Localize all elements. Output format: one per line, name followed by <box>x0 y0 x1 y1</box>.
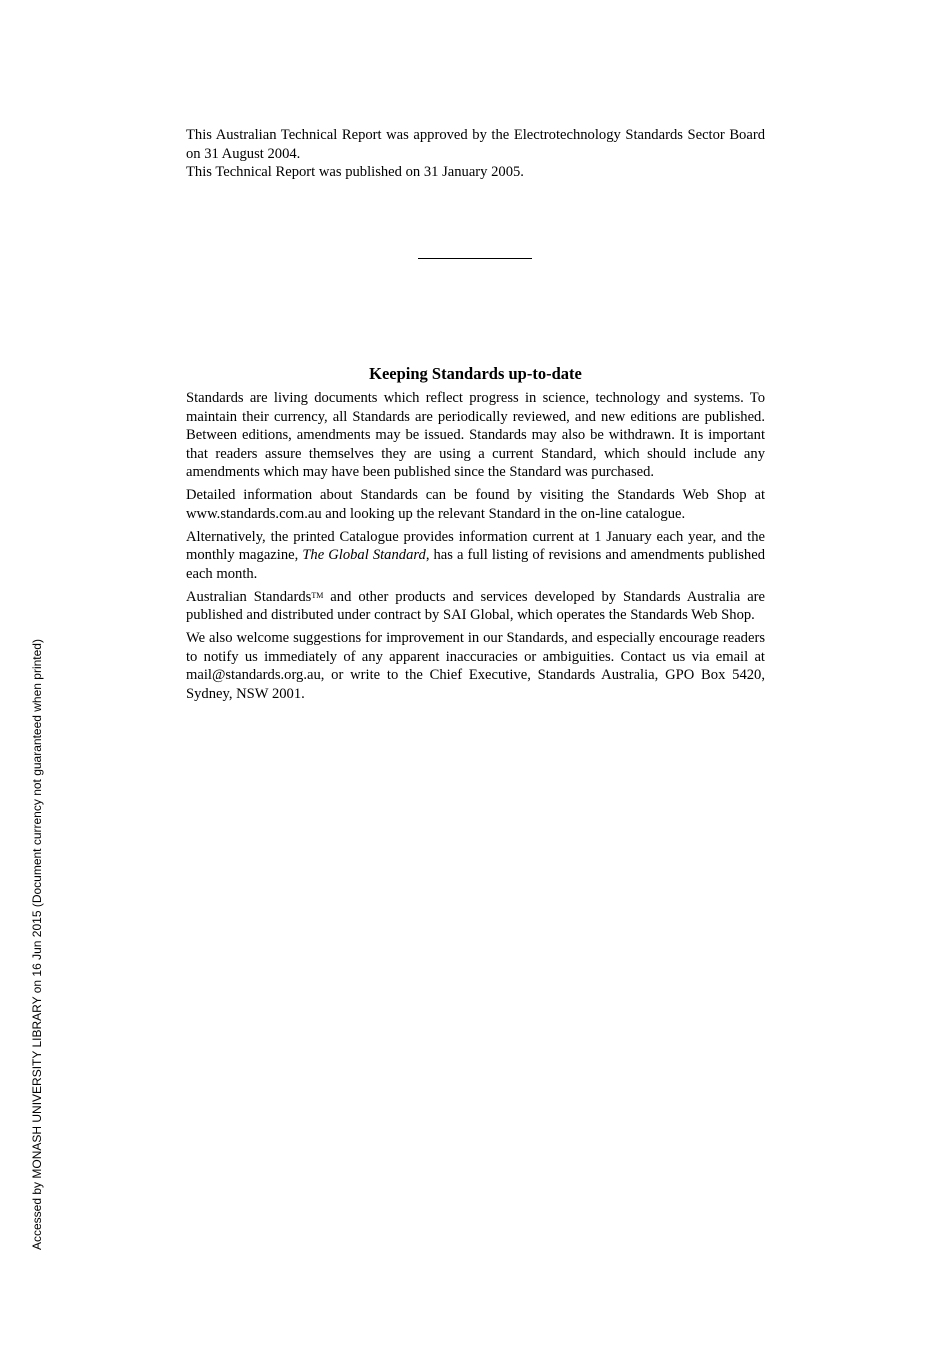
sai-text-end: and other products and services developed by Standards Australia are published and distributed under contract by SAI Global, which operates the Standards Web Shop. <box>186 588 766 623</box>
access-watermark: Accessed by MONASH UNIVERSITY LIBRARY on 16 Jun 2015 (Document currency not guaranteed when printed) <box>30 639 44 1250</box>
keeping-standards-section <box>186 363 765 708</box>
trademark-mark: TM <box>311 590 324 600</box>
section-heading: Keeping Standards up-to-date <box>369 364 582 383</box>
catalogue-text-start: Alternatively, the printed Catalogue provides information current at 1 January each year, and the monthly magazine, <box>186 528 765 563</box>
publication-line: This Technical Report was published on 31 January 2005. <box>186 164 524 180</box>
sai-text-start: Australian Standards <box>186 588 312 605</box>
paragraph-suggestions: We also welcome suggestions for improvement in our Standards, and especially encourage readers to notify us immediately of any apparent inaccuracies or ambiguities. Contact us via email at mail@standards.org.au, or write to the Chief Executive, Standards Australia, GPO Box 5420, Sydney, NSW 2001. <box>186 630 765 702</box>
magazine-title: The Global Standard <box>302 547 426 563</box>
catalogue-text-end: , has a full listing of revisions and amendments published each month. <box>186 547 765 582</box>
paragraph-web-shop: Detailed information about Standards can be found by visiting the Standards Web Shop at www.standards.com.au and looking up the relevant Standard in the on-line catalogue. <box>186 487 765 522</box>
approval-statement <box>186 126 765 182</box>
paragraph-sai-global <box>186 588 765 625</box>
paragraph-living-documents: Standards are living documents which reflect progress in science, technology and systems. To maintain their currency, all Standards are periodically reviewed, and new editions are published. Between editions, amendments may be issued. Standards may also be withdrawn. It is important that readers assure themselves they are using a current Standard, which should include any amendments which may have been published since the Standard was purchased. <box>186 390 765 480</box>
approval-line: This Australian Technical Report was approved by the Electrotechnology Standards Sector Board on 31 August 2004. <box>186 127 765 162</box>
paragraph-catalogue <box>186 528 765 584</box>
divider-rule <box>418 258 532 259</box>
